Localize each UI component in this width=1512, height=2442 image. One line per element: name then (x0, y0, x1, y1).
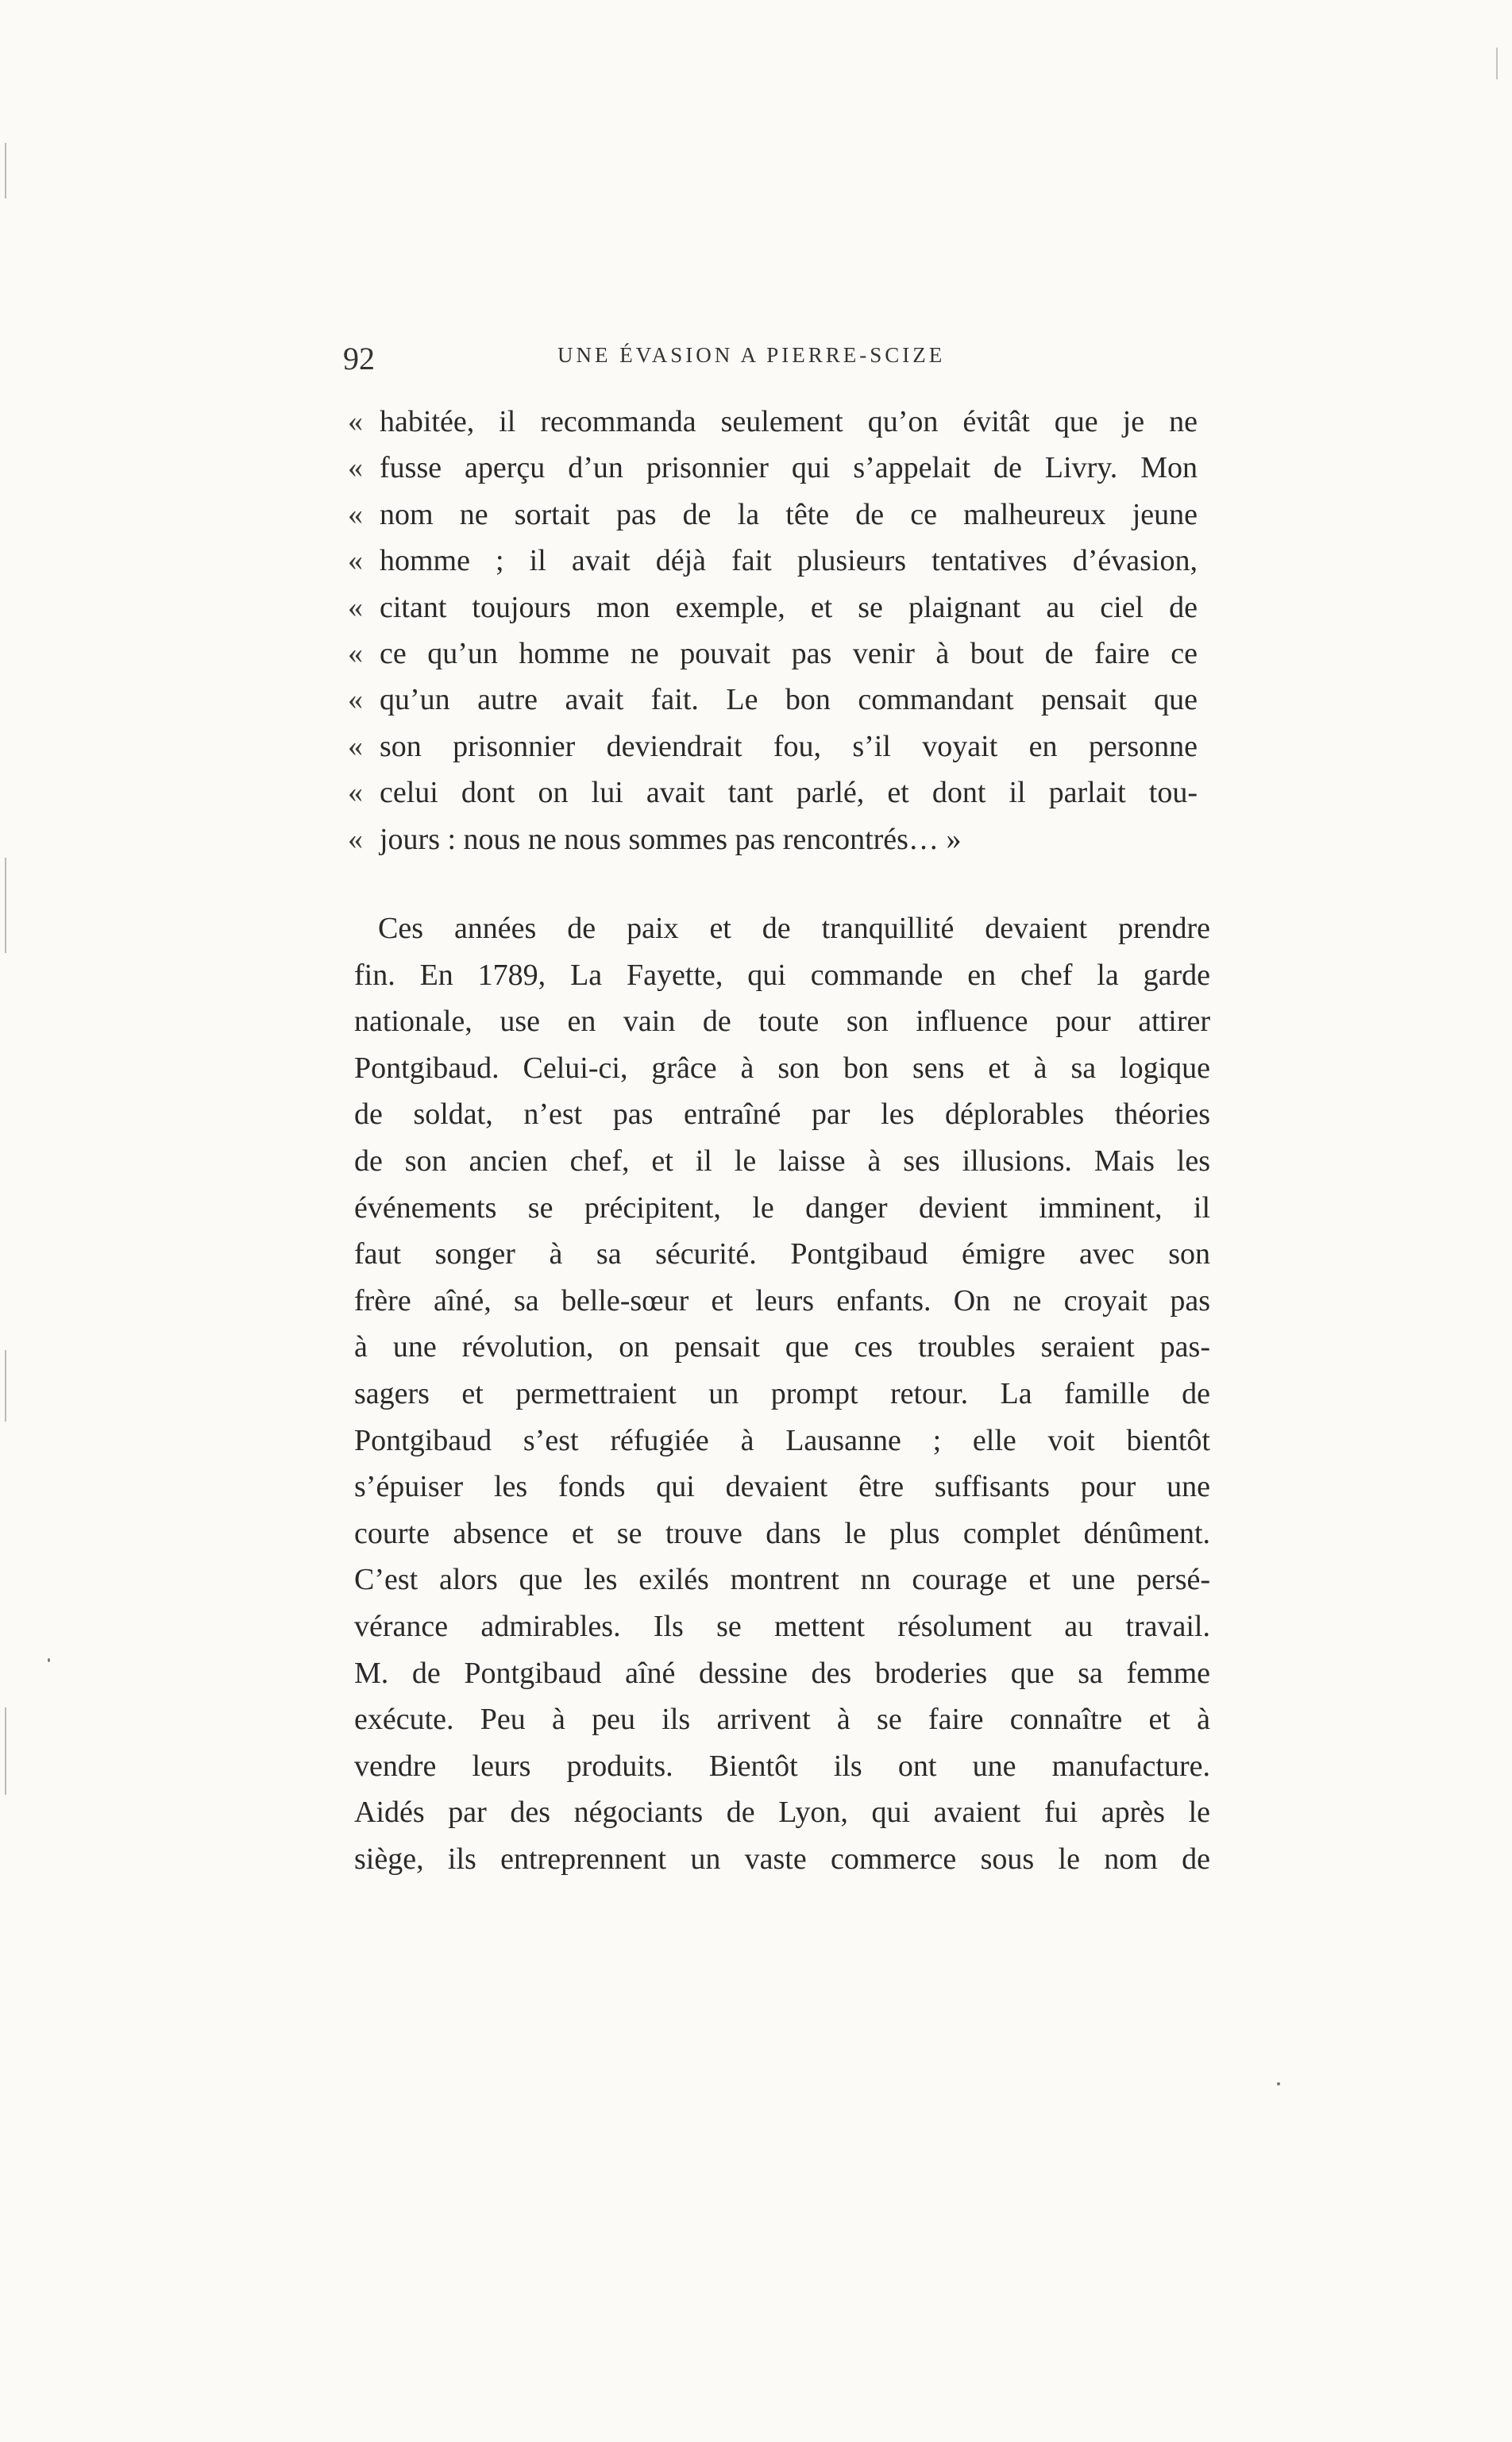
quote-line (348, 584, 1205, 631)
body-line: siège, ils entreprennent un vaste commerce sous le nom de (354, 1842, 1210, 1876)
quote-mark: « (348, 544, 363, 578)
quote-text: son prisonnier deviendrait fou, s’il voyait en personne (380, 729, 1198, 763)
scan-edge-left (5, 1350, 6, 1422)
body-line: Pontgibaud s’est réfugiée à Lausanne ; elle voit bientôt (354, 1423, 1210, 1457)
body-line: faut songer à sa sécurité. Pontgibaud émigre avec son (354, 1237, 1210, 1271)
quote-mark: « (348, 590, 363, 624)
body-line: événements se précipitent, le danger devient imminent, il (354, 1190, 1210, 1225)
quoted-passage (348, 399, 1205, 862)
body-line: Aidés par des négociants de Lyon, qui avaient fui après le (354, 1796, 1210, 1830)
body-line: C’est alors que les exilés montrent nn courage et une persé- (354, 1563, 1210, 1597)
body-line: de soldat, n’est pas entraîné par les déplorables théories (354, 1098, 1210, 1132)
quote-mark: « (348, 636, 363, 670)
page-number: 92 (343, 341, 375, 376)
body-paragraph (354, 905, 1210, 1882)
running-head: UNE ÉVASION A PIERRE-SCIZE (557, 343, 946, 367)
body-line: de son ancien chef, et il le laisse à ses illusions. Mais les (354, 1144, 1210, 1178)
quote-line (348, 816, 1205, 862)
body-line: frère aîné, sa belle-sœur et leurs enfants. On ne croyait pas (354, 1283, 1210, 1317)
quote-text: jours : nous ne nous sommes pas rencontrés… » (380, 822, 962, 856)
quote-mark: « (348, 729, 363, 763)
quote-text: ce qu’un homme ne pouvait pas venir à bout de faire ce (380, 636, 1198, 670)
scan-edge-right (1496, 48, 1498, 79)
quote-text: qu’un autre avait fait. Le bon commandant pensait que (380, 683, 1198, 717)
quote-mark: « (348, 405, 363, 438)
quote-mark: « (348, 451, 363, 485)
quote-mark: « (348, 683, 363, 717)
quote-mark: « (348, 497, 363, 531)
scan-edge-left (5, 1707, 6, 1795)
quote-text: celui dont on lui avait tant parlé, et dont il parlait tou- (380, 776, 1198, 810)
quote-text: homme ; il avait déjà fait plusieurs tentatives d’évasion, (380, 544, 1198, 578)
quote-line (348, 770, 1205, 816)
body-line: à une révolution, on pensait que ces troubles seraient pas- (354, 1330, 1210, 1364)
quote-line (348, 677, 1205, 723)
body-line: nationale, use en vain de toute son influence pour attirer (354, 1005, 1210, 1039)
quote-line (348, 492, 1205, 538)
quote-mark: « (348, 822, 363, 856)
body-line: M. de Pontgibaud aîné dessine des broderies que sa femme (354, 1656, 1210, 1690)
body-line: vendre leurs produits. Bientôt ils ont une manufacture. (354, 1749, 1210, 1783)
body-line: sagers et permettraient un prompt retour. La famille de (354, 1376, 1210, 1410)
quote-line (348, 723, 1205, 770)
scan-edge-left (5, 143, 6, 199)
body-line: courte absence et se trouve dans le plus complet dénûment. (354, 1516, 1210, 1550)
page-header (343, 340, 1209, 380)
quote-mark: « (348, 776, 363, 810)
quote-text: habitée, il recommanda seulement qu’on évitât que je ne (380, 405, 1198, 438)
quote-text: fusse aperçu d’un prisonnier qui s’appelait de Livry. Mon (380, 451, 1198, 485)
body-line: fin. En 1789, La Fayette, qui commande en chef la garde (354, 958, 1210, 992)
body-line: s’épuiser les fonds qui devaient être suffisants pour une (354, 1470, 1210, 1504)
quote-line (348, 399, 1205, 445)
scan-speck (1277, 2082, 1280, 2085)
body-line: Pontgibaud. Celui-ci, grâce à son bon sens et à sa logique (354, 1051, 1210, 1085)
scan-edge-left (5, 858, 6, 953)
quote-line (348, 538, 1205, 584)
scan-speck (48, 1658, 50, 1662)
body-line: vérance admirables. Ils se mettent résolument au travail. (354, 1609, 1210, 1643)
body-line: exécute. Peu à peu ils arrivent à se faire connaître et à (354, 1703, 1210, 1737)
body-line: Ces années de paix et de tranquillité devaient prendre (378, 912, 1210, 945)
quote-text: nom ne sortait pas de la tête de ce malheureux jeune (380, 497, 1198, 531)
quote-text: citant toujours mon exemple, et se plaignant au ciel de (380, 590, 1198, 624)
quote-line (348, 631, 1205, 677)
quote-line (348, 445, 1205, 491)
